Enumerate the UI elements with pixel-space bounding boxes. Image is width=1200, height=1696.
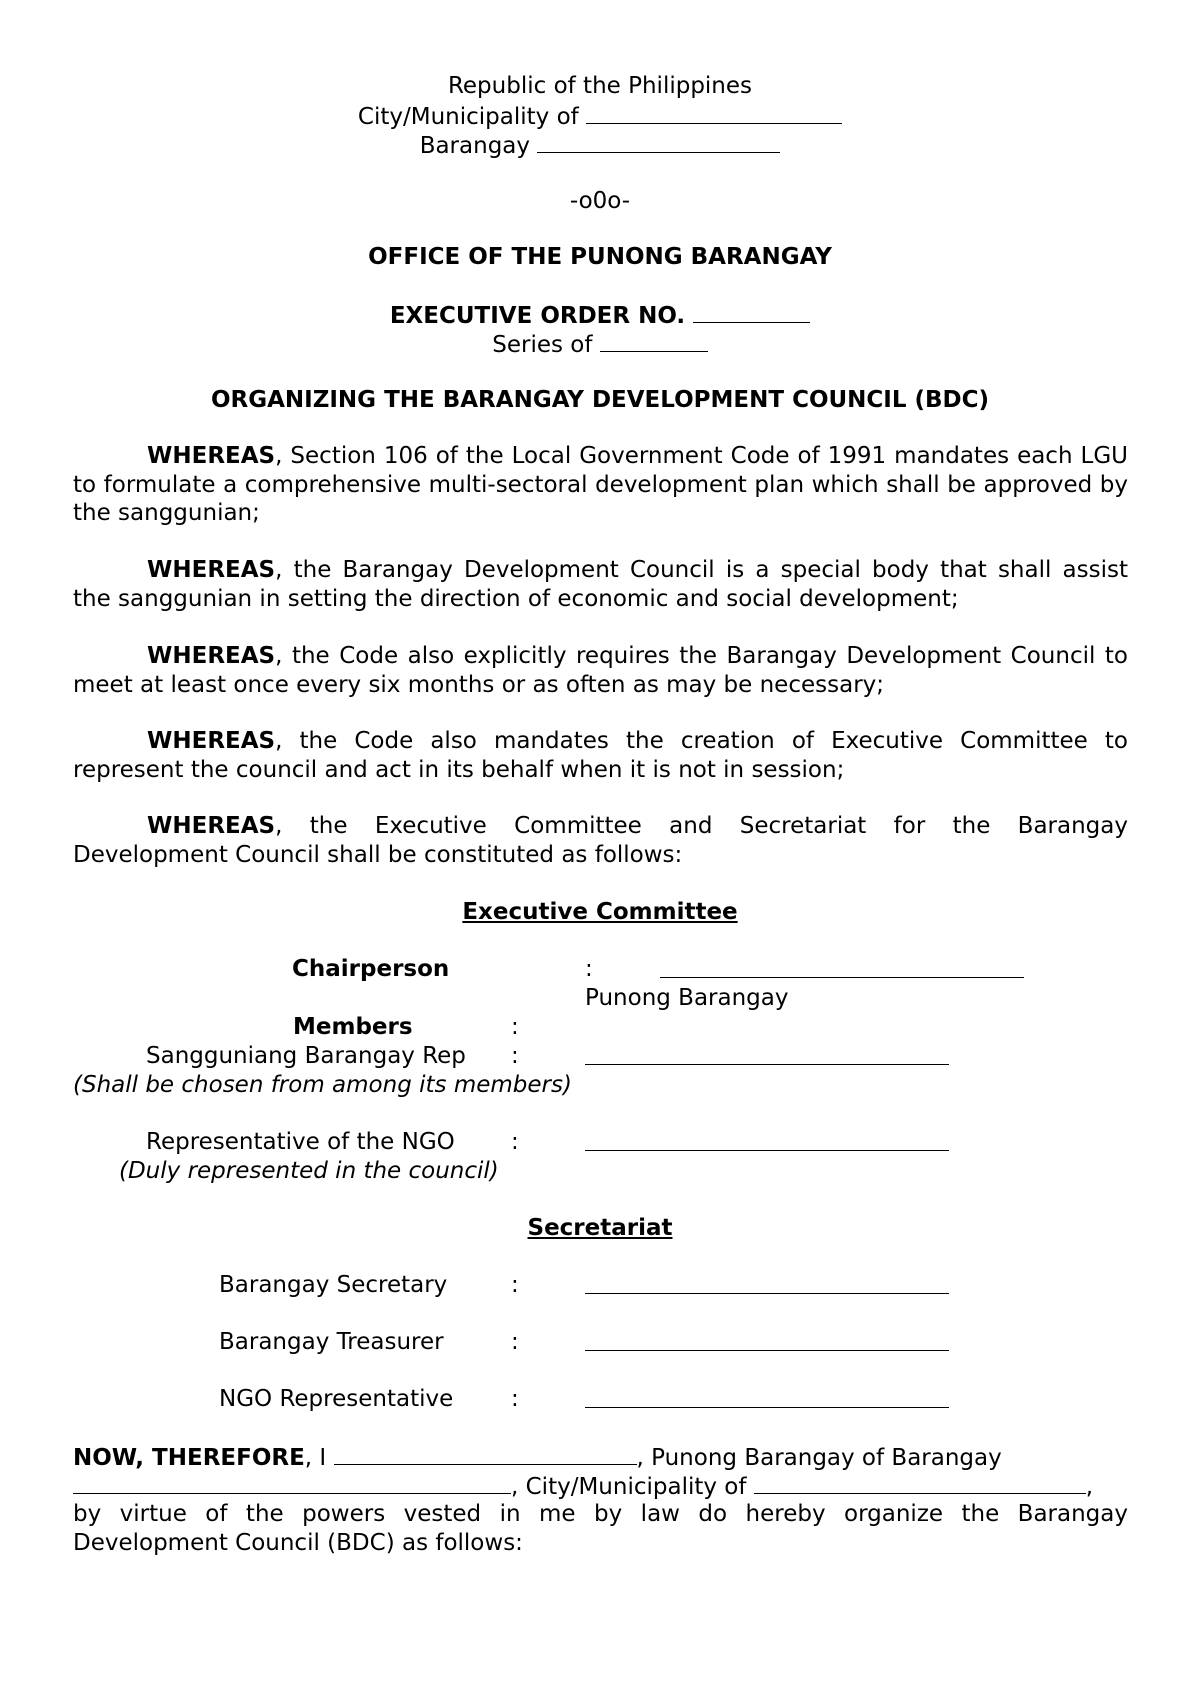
members-label: Members	[293, 1014, 413, 1040]
closing-paragraph: by virtue of the powers vested in me by law do hereby organize the Barangay Development Council (BDC) as follows:	[73, 1501, 1128, 1556]
separator: -o0o-	[569, 188, 631, 214]
members-colon: :	[511, 1014, 519, 1040]
chairperson-colon: :	[585, 956, 593, 982]
ngo-rep-signature-line	[585, 1150, 949, 1151]
closing-line-1: NOW, THEREFORE, I , Punong Barangay of Barangay	[73, 1442, 1002, 1473]
whereas-clause-5: WHEREAS, the Executive Committee and Secretariat for the Barangay Development Council shall be constituted as follows:	[73, 813, 1128, 868]
secretariat-colon: :	[511, 1329, 519, 1355]
sb-rep-colon: :	[511, 1043, 519, 1069]
treasurer-signature-line	[585, 1350, 949, 1351]
order-number-line: EXECUTIVE ORDER NO.	[0, 300, 1200, 331]
ngo-rep-colon: :	[511, 1129, 519, 1155]
secretariat-heading: Secretariat	[527, 1215, 673, 1241]
secretariat-colon: :	[511, 1386, 519, 1412]
document-title: ORGANIZING THE BARANGAY DEVELOPMENT COUNCIL (BDC)	[210, 387, 990, 413]
series-line: Series of	[0, 329, 1200, 360]
ngo-rep-label: Representative of the NGO	[146, 1129, 455, 1155]
barangay-blank	[537, 130, 780, 153]
chairperson-sublabel: Punong Barangay	[585, 985, 789, 1011]
chairperson-signature-line	[660, 977, 1024, 978]
secretary-signature-line	[585, 1293, 949, 1294]
closing-barangay-blank	[73, 1471, 511, 1494]
secretariat-item: Barangay Secretary	[219, 1272, 448, 1298]
ngo-rep-note: (Duly represented in the council)	[119, 1158, 499, 1184]
whereas-clause-4: WHEREAS, the Code also mandates the creation of Executive Committee to represent the council and act in its behalf when it is not in session;	[73, 728, 1128, 783]
ngo-secretariat-signature-line	[585, 1407, 949, 1408]
chairperson-label: Chairperson	[292, 956, 450, 982]
name-blank	[334, 1442, 637, 1465]
closing-line-2: , City/Municipality of ,	[73, 1471, 1093, 1502]
secretariat-item: NGO Representative	[219, 1386, 454, 1412]
executive-committee-heading: Executive Committee	[462, 899, 738, 925]
order-number-blank	[693, 300, 810, 323]
sb-rep-signature-line	[585, 1064, 949, 1065]
whereas-clause-3: WHEREAS, the Code also explicitly requires the Barangay Development Council to meet at least once every six months or as often as may be necessary;	[73, 643, 1128, 698]
city-blank	[586, 101, 842, 124]
series-blank	[600, 329, 708, 352]
city-line: City/Municipality of	[0, 101, 1200, 132]
office-heading: OFFICE OF THE PUNONG BARANGAY	[368, 244, 832, 270]
sb-rep-label: Sangguniang Barangay Rep	[146, 1043, 466, 1069]
secretariat-colon: :	[511, 1272, 519, 1298]
barangay-line: Barangay	[0, 130, 1200, 161]
sb-rep-note: (Shall be chosen from among its members)	[73, 1072, 572, 1098]
secretariat-item: Barangay Treasurer	[219, 1329, 444, 1355]
republic-line: Republic of the Philippines	[447, 73, 753, 99]
whereas-clause-1: WHEREAS, Section 106 of the Local Government Code of 1991 mandates each LGU to formulate a comprehensive multi-sectoral development plan which shall be approved by the sanggunian;	[73, 443, 1128, 526]
closing-city-blank	[754, 1471, 1086, 1494]
whereas-clause-2: WHEREAS, the Barangay Development Council is a special body that shall assist the sanggunian in setting the direction of economic and social development;	[73, 557, 1128, 612]
